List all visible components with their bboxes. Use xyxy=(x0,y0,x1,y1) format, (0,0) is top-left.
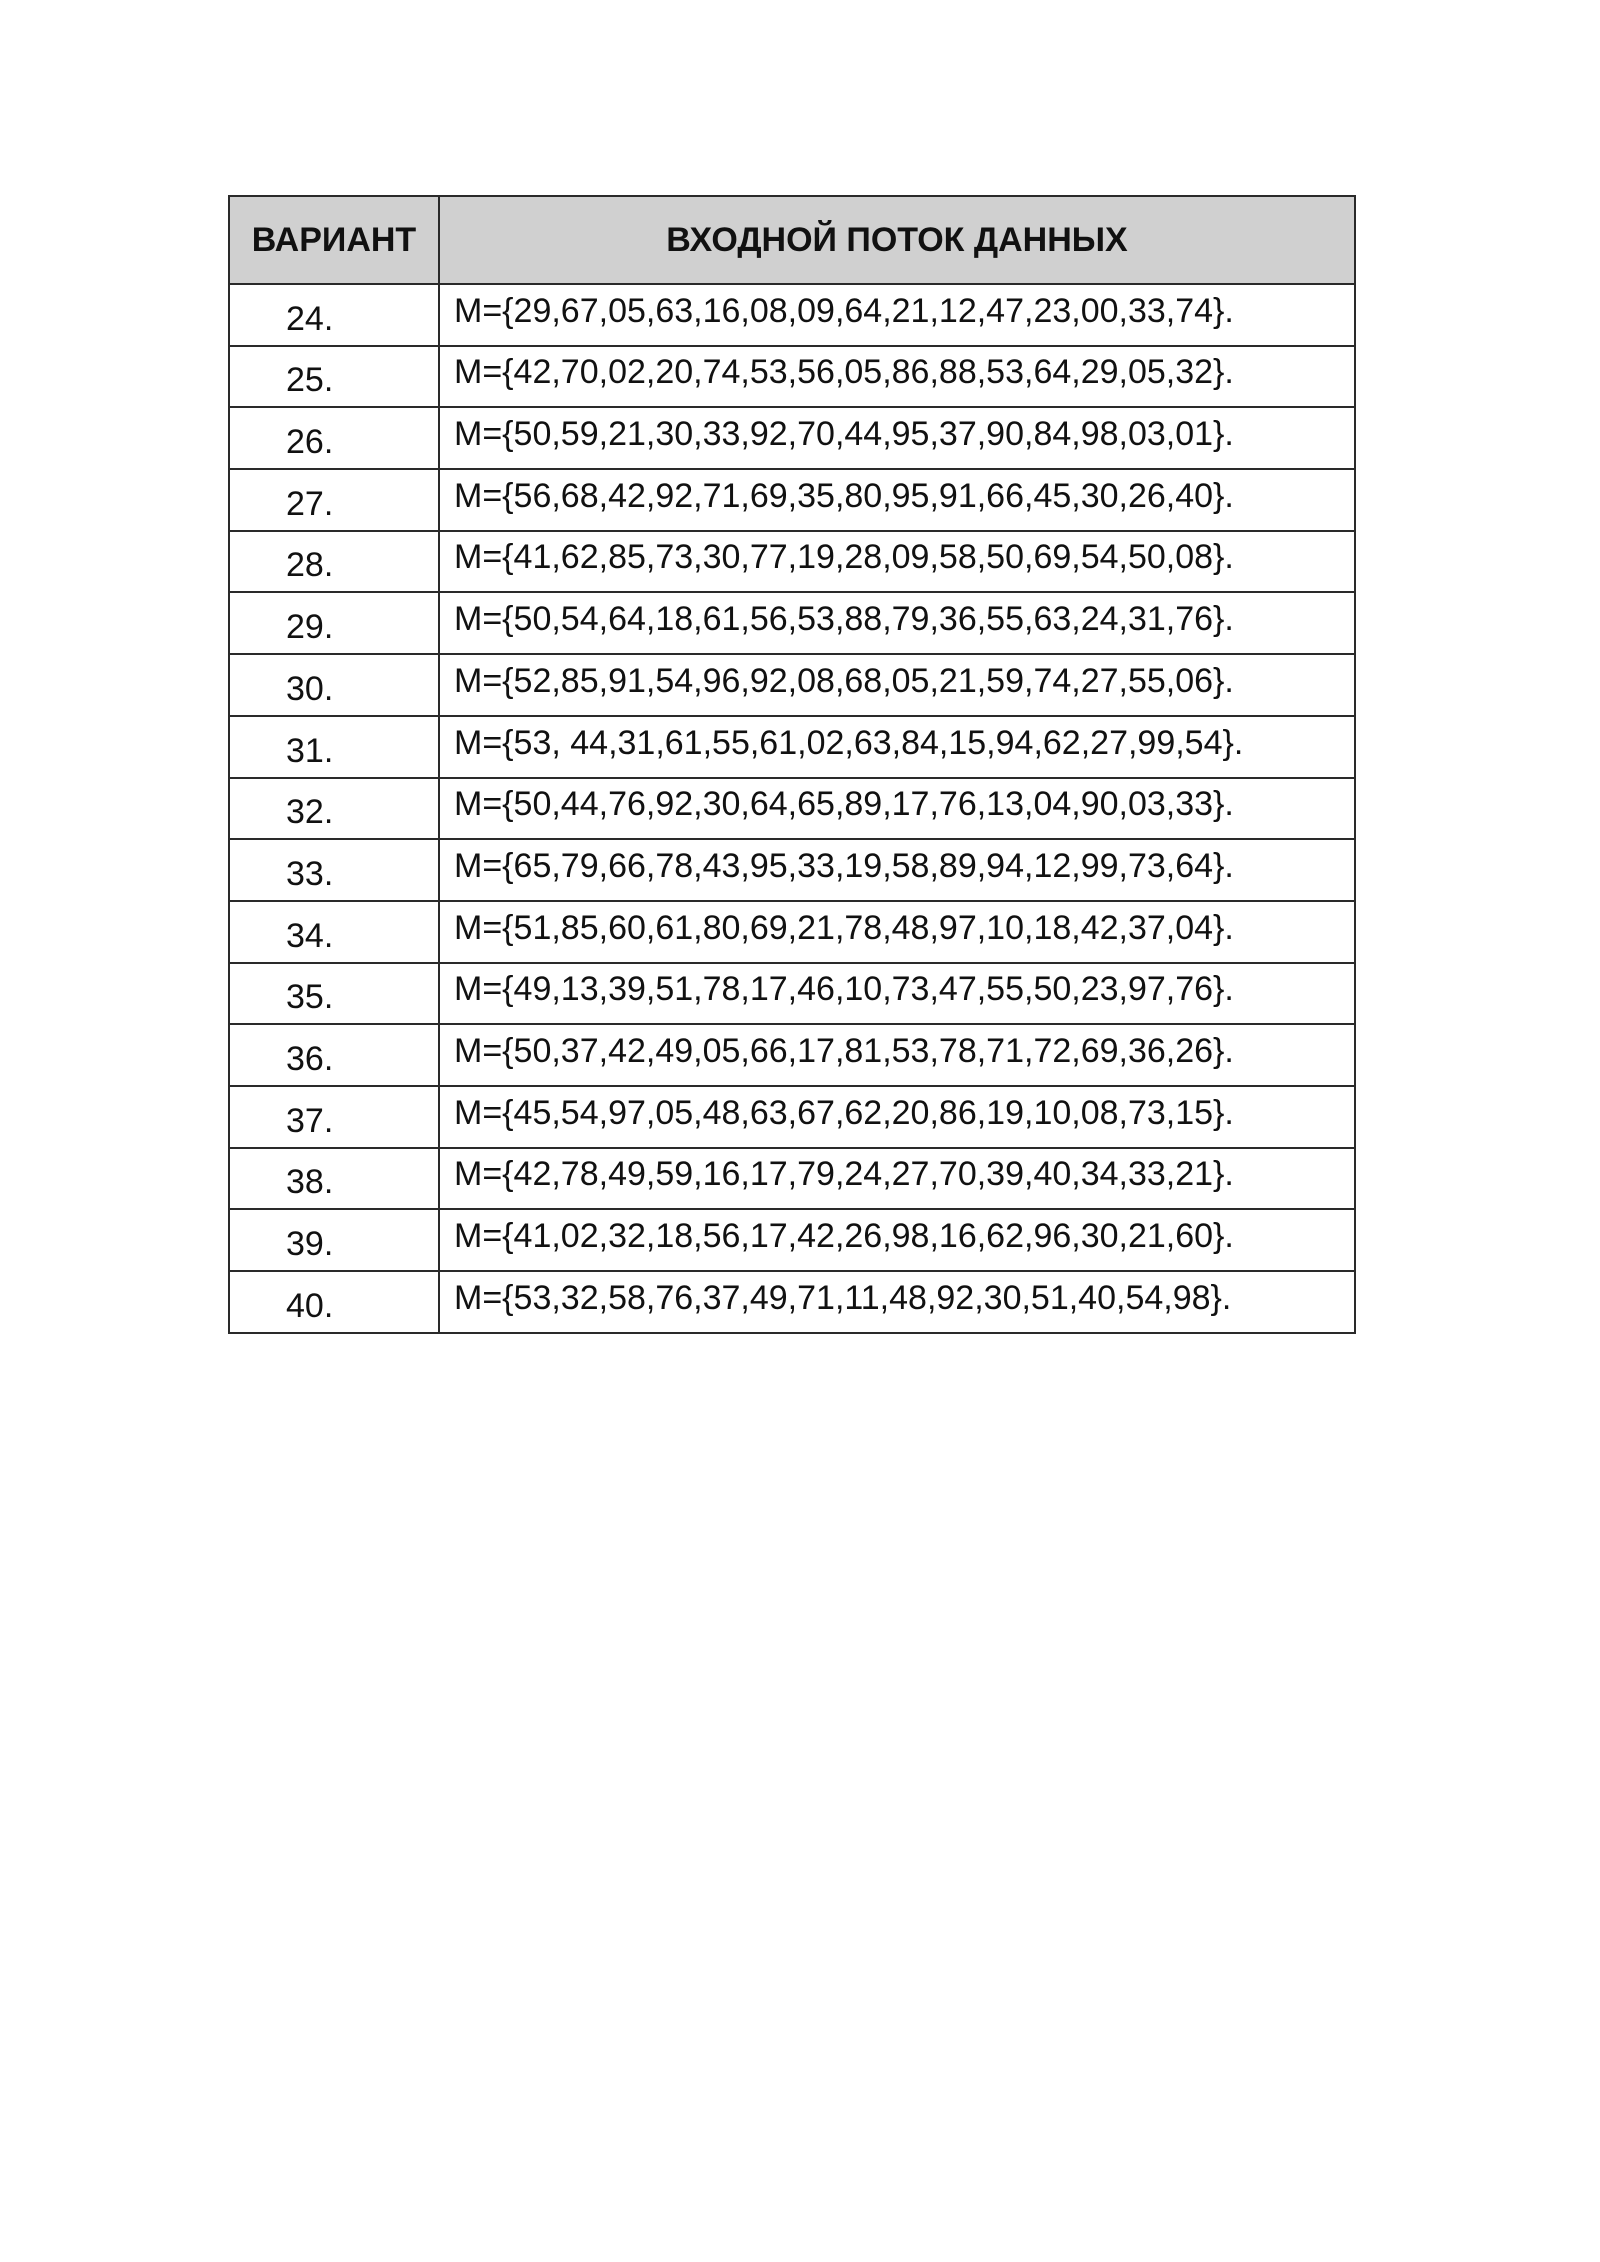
stream-column-header: ВХОДНОЙ ПОТОК ДАННЫХ xyxy=(439,196,1355,284)
data-stream-cell: M={49,13,39,51,78,17,46,10,73,47,55,50,23,97,76}. xyxy=(439,963,1355,1025)
variant-number-cell: 34. xyxy=(229,901,439,963)
data-stream-cell: M={50,37,42,49,05,66,17,81,53,78,71,72,69,36,26}. xyxy=(439,1024,1355,1086)
variant-number-cell: 40. xyxy=(229,1271,439,1333)
table-header xyxy=(229,196,1355,284)
table-row xyxy=(229,901,1355,963)
table-row xyxy=(229,778,1355,840)
data-stream-cell: M={45,54,97,05,48,63,67,62,20,86,19,10,08,73,15}. xyxy=(439,1086,1355,1148)
table-row xyxy=(229,1209,1355,1271)
data-stream-cell: M={42,70,02,20,74,53,56,05,86,88,53,64,29,05,32}. xyxy=(439,346,1355,408)
variant-number-cell: 26. xyxy=(229,407,439,469)
data-stream-cell: M={53,32,58,76,37,49,71,11,48,92,30,51,40,54,98}. xyxy=(439,1271,1355,1333)
variant-number-cell: 38. xyxy=(229,1148,439,1210)
variant-number-cell: 24. xyxy=(229,284,439,346)
data-stream-cell: M={50,54,64,18,61,56,53,88,79,36,55,63,24,31,76}. xyxy=(439,592,1355,654)
table-body xyxy=(229,284,1355,1333)
data-stream-cell: M={50,59,21,30,33,92,70,44,95,37,90,84,98,03,01}. xyxy=(439,407,1355,469)
variant-number-cell: 35. xyxy=(229,963,439,1025)
data-stream-cell: M={65,79,66,78,43,95,33,19,58,89,94,12,99,73,64}. xyxy=(439,839,1355,901)
variant-number-cell: 25. xyxy=(229,346,439,408)
data-stream-cell: M={52,85,91,54,96,92,08,68,05,21,59,74,27,55,06}. xyxy=(439,654,1355,716)
variants-table xyxy=(228,195,1356,1334)
variant-number-cell: 37. xyxy=(229,1086,439,1148)
variant-number-cell: 32. xyxy=(229,778,439,840)
table-row xyxy=(229,1271,1355,1333)
data-stream-cell: M={51,85,60,61,80,69,21,78,48,97,10,18,42,37,04}. xyxy=(439,901,1355,963)
table-row xyxy=(229,592,1355,654)
table-row xyxy=(229,531,1355,593)
variant-number-cell: 29. xyxy=(229,592,439,654)
table-row xyxy=(229,1024,1355,1086)
data-stream-cell: M={56,68,42,92,71,69,35,80,95,91,66,45,30,26,40}. xyxy=(439,469,1355,531)
table-row xyxy=(229,284,1355,346)
variant-number-cell: 39. xyxy=(229,1209,439,1271)
variant-number-cell: 30. xyxy=(229,654,439,716)
data-stream-cell: M={50,44,76,92,30,64,65,89,17,76,13,04,90,03,33}. xyxy=(439,778,1355,840)
variant-number-cell: 31. xyxy=(229,716,439,778)
data-stream-cell: M={41,62,85,73,30,77,19,28,09,58,50,69,54,50,08}. xyxy=(439,531,1355,593)
data-stream-cell: M={53, 44,31,61,55,61,02,63,84,15,94,62,27,99,54}. xyxy=(439,716,1355,778)
header-row xyxy=(229,196,1355,284)
variant-number-cell: 27. xyxy=(229,469,439,531)
table-row xyxy=(229,839,1355,901)
table-row xyxy=(229,963,1355,1025)
variant-number-cell: 28. xyxy=(229,531,439,593)
table-row xyxy=(229,469,1355,531)
table-row xyxy=(229,407,1355,469)
table-row xyxy=(229,1148,1355,1210)
data-stream-cell: M={41,02,32,18,56,17,42,26,98,16,62,96,30,21,60}. xyxy=(439,1209,1355,1271)
data-stream-cell: M={29,67,05,63,16,08,09,64,21,12,47,23,00,33,74}. xyxy=(439,284,1355,346)
variant-number-cell: 36. xyxy=(229,1024,439,1086)
data-stream-cell: M={42,78,49,59,16,17,79,24,27,70,39,40,34,33,21}. xyxy=(439,1148,1355,1210)
table-row xyxy=(229,654,1355,716)
variant-number-cell: 33. xyxy=(229,839,439,901)
variant-column-header: ВАРИАНТ xyxy=(229,196,439,284)
table-row xyxy=(229,346,1355,408)
table-row xyxy=(229,716,1355,778)
table-row xyxy=(229,1086,1355,1148)
